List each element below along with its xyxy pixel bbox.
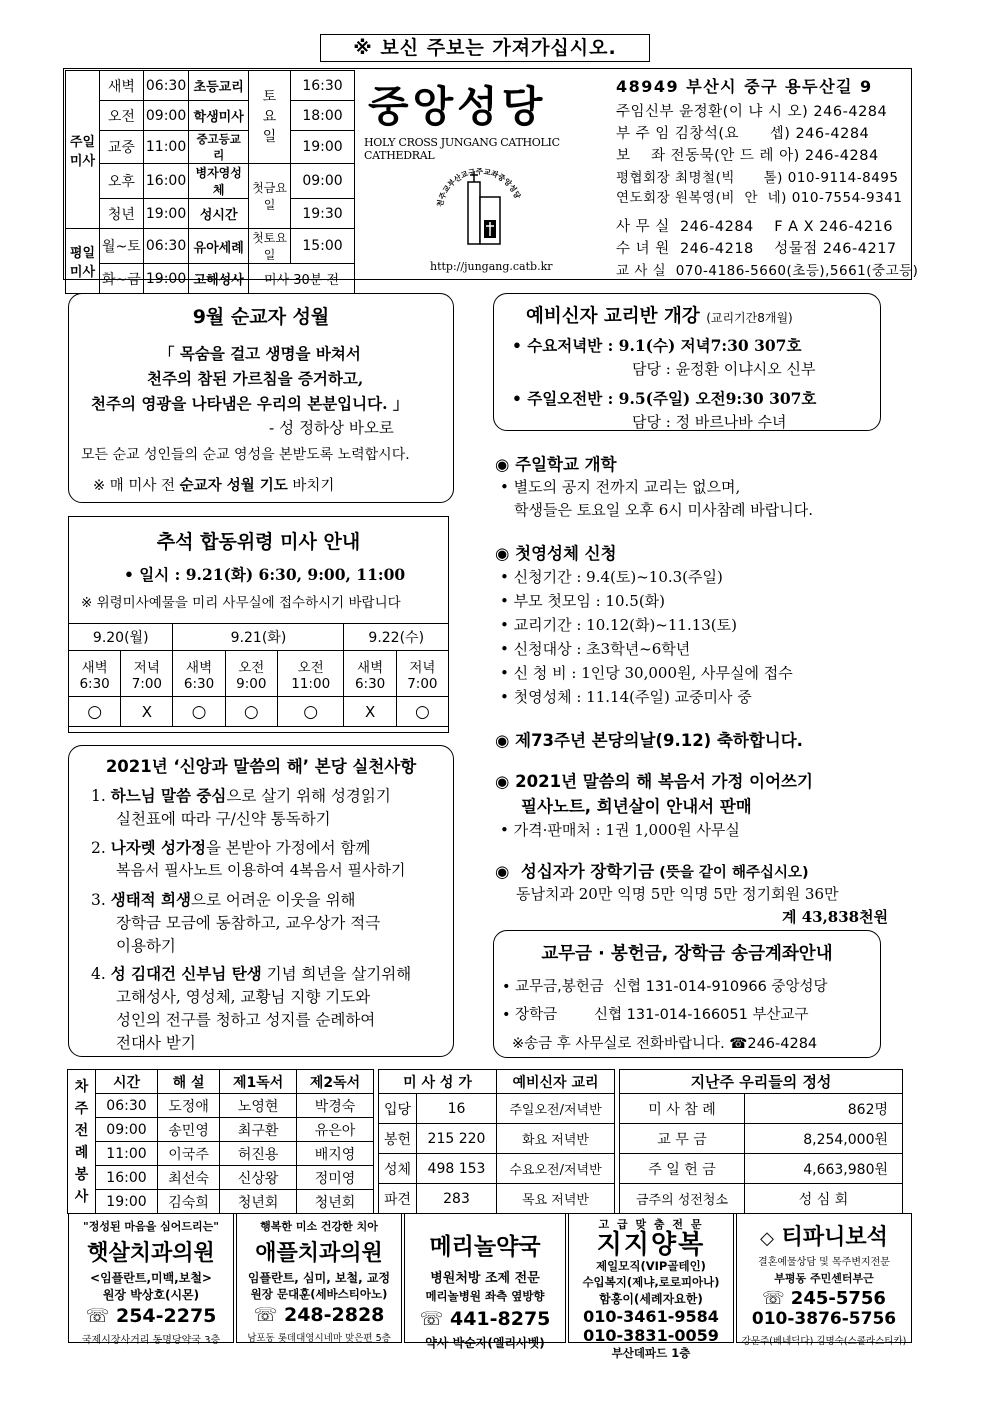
chuseok-title: 추석 합동위령 미사 안내 (156, 531, 361, 553)
chuseok-note: ※ 위령미사예물을 미리 사무실에 접수하시기 바랍니다 (81, 595, 401, 611)
seal-text: 천주교부산교구주교좌중앙성당 (435, 166, 523, 208)
chuseok-day: 9.22(수) (344, 624, 449, 651)
mass-name: 화~금 (99, 264, 143, 294)
ad-apple-dental: 행복한 미소 건강한 치아 애플치과의원 임플란트, 심미, 보철, 교정 원장 문대훈(세바스티아노) ☏ 248-2828 남포동 롯데대영시네마 맞은편 5층 (236, 1213, 402, 1343)
chuseok-mark: ○ (173, 697, 225, 727)
diamond-icon: ◇ 티파니보석 (760, 1225, 888, 1250)
chuseok-slot: 오전 9:00 (225, 651, 277, 697)
chuseok-day: 9.21(화) (173, 624, 344, 651)
first-friday-label: 첫금요일 (249, 164, 291, 229)
account-info-box (493, 930, 881, 1058)
mass-time: 19:00 (291, 131, 355, 164)
convent-phone: 수 녀 원 246-4218 성물점 246-4217 (616, 241, 897, 257)
chuseok-mark: X (121, 697, 173, 727)
practice-item-line: 성인의 전구를 청하고 성지를 순례하여 (116, 1011, 376, 1029)
mass-time: 06:30 (143, 71, 188, 101)
catechumen-line: • 주일오전반 : 9.5(주일) 오전9:30 307호 (512, 389, 817, 408)
practice-item: 3. 생태적 희생으로 어려운 이웃을 위해 (91, 890, 356, 909)
table-row: 성체 498 153 수요오전/저녁반 (379, 1154, 615, 1184)
scholarship-total: 계 43,838천원 (782, 908, 889, 926)
martyr-title: 9월 순교자 성월 (192, 306, 330, 328)
mass-name: 새벽 (99, 71, 143, 101)
mass-time: 06:30 (143, 229, 188, 264)
gospel-price-line: • 가격·판매처 : 1권 1,000원 사무실 (500, 821, 740, 839)
chuseok-mark: ○ (396, 697, 448, 727)
practice-item: 1. 하느님 말씀 중심으로 살기 위해 성경읽기 (91, 786, 391, 805)
weekday-mass-label: 평일 미사 (66, 229, 100, 294)
readers-header: 제2독서 (297, 1070, 374, 1094)
practice-title: 2021년 ‘신앙과 말씀의 해’ 본당 실천사항 (105, 757, 417, 776)
readers-side-label: 차 주 전 례 봉 사 (68, 1070, 96, 1214)
practice-item-line: 전대사 받기 (116, 1034, 196, 1052)
teacher-phone: 교 사 실 070-4186-5660(초등),5661(중고등) (616, 263, 919, 279)
sunday-school-title: ◉ 주일학교 개학 (495, 455, 617, 474)
mass-type: 중고등교리 (189, 131, 249, 164)
practice-item-line: 장학금 모금에 동참하고, 교우상가 적극 (116, 914, 381, 932)
communion-line: • 신청기간 : 9.4(토)~10.3(주일) (500, 568, 723, 586)
contact-row: 연도회장 원복영(비 안 네) 010-7554-9341 (616, 190, 903, 206)
chuseok-mark: ○ (277, 697, 344, 727)
mass-type: 유아세례 (189, 229, 249, 264)
mass-time: 09:00 (143, 101, 188, 131)
mass-time: 19:30 (291, 199, 355, 229)
practice-item: 4. 성 김대건 신부님 탄생 기념 희년을 살기위해 (91, 964, 412, 983)
martyr-quote-line: 천주의 참된 가르침을 증거하고, (147, 369, 364, 388)
practice-item-line: 고해성사, 영성체, 교황님 지향 기도와 (116, 988, 371, 1006)
martyr-month-box (68, 293, 454, 503)
church-english-name: HOLY CROSS JUNGANG CATHOLIC CATHEDRAL (364, 136, 560, 162)
sunday-school-line: 학생들은 토요일 오후 6시 미사참례 바랍니다. (514, 501, 813, 519)
communion-line: • 신청대상 : 초3학년~6학년 (500, 640, 691, 658)
contact-row: 부 주 임 김창석(요 셉) 246-4284 (616, 126, 870, 142)
hymn-catechism-table (378, 1069, 615, 1214)
take-bulletin-notice: ※ 보신 주보는 가져가십시오. (320, 34, 650, 62)
mass-name: 청년 (99, 199, 143, 229)
mass-time: 16:00 (143, 164, 188, 199)
account-line: ※송금 후 사무실로 전화바랍니다. ☎246-4284 (512, 1036, 818, 1052)
table-row: 09:00 송민영 최구환 유은아 (68, 1118, 374, 1142)
saturday-label: 토 요 일 (249, 71, 291, 164)
mass-type: 학생미사 (189, 101, 249, 131)
gospel-copy-title: ◉ 2021년 말씀의 해 복음서 가정 이어쓰기 (495, 772, 813, 791)
table-row: 미 사 참 례 862명 (620, 1094, 903, 1124)
mass-type: 성시간 (189, 199, 249, 229)
table-row: 11:00 이국주 허진용 배지영 (68, 1142, 374, 1166)
contact-row: 주임신부 윤정환(이 냐 시 오) 246-4284 (616, 104, 888, 120)
church-name: 중앙성당 (368, 82, 547, 131)
stats-header: 미 사 성 가 (379, 1070, 497, 1094)
martyr-quote-line: 천주의 영광을 나타냄은 우리의 본분입니다. 」 (91, 394, 409, 413)
readers-header: 해 설 (157, 1070, 219, 1094)
chuseok-date: • 일시 : 9.21(화) 6:30, 9:00, 11:00 (124, 565, 406, 584)
first-communion-title: ◉ 첫영성체 신청 (495, 544, 617, 563)
chuseok-slot: 새벽 6:30 (173, 651, 225, 697)
mass-time: 11:00 (143, 131, 188, 164)
catechumen-line: 담당 : 정 바르나바 수녀 (632, 413, 787, 431)
mass-name: 교중 (99, 131, 143, 164)
table-row: 금주의 성전청소 성 심 회 (620, 1184, 903, 1214)
readers-header: 시간 (96, 1070, 158, 1094)
office-phone: 사 무 실 246-4284 F A X 246-4216 (616, 219, 894, 235)
chuseok-slot: 새벽 6:30 (69, 651, 121, 697)
practice-item-line: 실천표에 따라 구/신약 통독하기 (116, 810, 331, 828)
mass-type: 고해성사 (189, 264, 249, 294)
chuseok-day: 9.20(월) (69, 624, 173, 651)
martyr-note: 모든 순교 성인들의 순교 영성을 본받도록 노력합시다. (81, 447, 410, 463)
ad-jiji-tailor: 고 급 맞 춤 전 문 지지양복 제일모직(VIP골테인) 수입복지(제냐,로로피아나) 함홍이(세례자요한) 010-3461-9584 010-3831-0059 부산데파드 1층 (568, 1213, 734, 1343)
sunday-school-line: • 별도의 공지 전까지 교리는 없으며, (500, 478, 741, 496)
contact-block (616, 70, 919, 279)
communion-line: • 첫영성체 : 11.14(주일) 교중미사 중 (500, 688, 752, 706)
table-row: 19:00 김숙희 청년회 청년회 (68, 1190, 374, 1214)
catechumen-class-box (493, 293, 881, 431)
practice-item: 2. 나자렛 성가정을 본받아 가정에서 함께 (91, 838, 371, 857)
mass-type: 초등교리 (189, 71, 249, 101)
confession-note: 미사 30분 전 (249, 264, 355, 294)
table-row: 파견 283 목요 저녁반 (379, 1184, 615, 1214)
communion-line: • 부모 첫모임 : 10.5(화) (500, 592, 666, 610)
table-row: 교 무 금 8,254,000원 (620, 1124, 903, 1154)
practice-item-line: 복음서 필사노트 이용하여 4복음서 필사하기 (116, 861, 406, 879)
mass-name: 월~토 (99, 229, 143, 264)
mass-time: 18:00 (291, 101, 355, 131)
chuseok-slot: 저녁 7:00 (396, 651, 448, 697)
mass-time: 15:00 (291, 229, 355, 264)
martyr-quote-line: 「 목숨을 걸고 생명을 바쳐서 (159, 344, 361, 363)
chuseok-slot: 새벽 6:30 (344, 651, 396, 697)
account-line: • 장학금 신협 131-014-166051 부산교구 (502, 1007, 809, 1023)
catechumen-title: 예비신자 교리반 개강 (교리기간8개월) (526, 306, 793, 327)
table-row: 주 일 헌 금 4,663,980원 (620, 1154, 903, 1184)
liturgy-readers-table (67, 1069, 374, 1214)
sunday-mass-label: 주일 미사 (66, 71, 100, 229)
mass-time: 19:00 (143, 199, 188, 229)
readers-header: 제1독서 (220, 1070, 297, 1094)
mass-type: 병자영성체 (189, 164, 249, 199)
chuseok-mass-box (68, 516, 449, 733)
mass-name: 오전 (99, 101, 143, 131)
account-line: • 교무금,봉헌금 신협 131-014-910966 중앙성당 (502, 979, 828, 995)
mass-time: 09:00 (291, 164, 355, 199)
martyr-prayer-note: ※ 매 미사 전 순교자 성월 기도 바치기 (93, 478, 335, 494)
chuseok-mark: ○ (69, 697, 121, 727)
table-row: 입당 16 주일오전/저녁반 (379, 1094, 615, 1124)
parish-practice-box (68, 745, 454, 1057)
chuseok-schedule-table (68, 623, 449, 727)
parish-anniversary: ◉ 제73주년 본당의날(9.12) 축하합니다. (495, 731, 803, 750)
communion-line: • 신 청 비 : 1인당 30,000원, 사무실에 접수 (500, 664, 793, 682)
martyr-quote-author: - 성 정하상 바오로 (269, 419, 394, 437)
contact-row: 평협회장 최명철(빅 톨) 010-9114-8495 (616, 170, 899, 186)
mass-name: 오후 (99, 164, 143, 199)
account-title: 교무금 · 봉헌금, 장학금 송금계좌안내 (541, 944, 833, 964)
offering-title: 지난주 우리들의 정성 (620, 1070, 903, 1094)
mass-time: 16:30 (291, 71, 355, 101)
contact-row: 보 좌 전동묵(안 드 레 아) 246-4284 (616, 148, 879, 164)
table-row: 06:30 도정애 노영현 박경숙 (68, 1094, 374, 1118)
practice-item-line: 이용하기 (116, 937, 176, 955)
church-url: http://jungang.catb.kr (430, 260, 553, 273)
scholarship-title: ◉ 성십자가 장학기금 (뜻을 같이 해주십시오) (495, 862, 809, 881)
ad-maryknoll-pharmacy: 메리놀약국 병원처방 조제 전문 메리놀병원 좌측 옆방향 ☏ 441-8275 약사 박순자(엘리사벳) (404, 1213, 566, 1343)
mass-schedule-table (65, 70, 355, 294)
ad-tiffany-jewelry: ◇ 티파니보석 결혼예물상담 및 목주변지전문 부평동 주민센터부근 ☏ 245-5756 010-3876-5756 강문주(베네딕다) 김명숙(스콜라스티카) (736, 1213, 912, 1343)
first-saturday-label: 첫토요일 (249, 229, 291, 264)
catechumen-line: • 수요저녁반 : 9.1(수) 저녁7:30 307호 (512, 336, 802, 355)
stats-header: 예비신자 교리 (497, 1070, 615, 1094)
church-address: 48949 부산시 중구 용두산길 9 (616, 77, 873, 96)
chuseok-mark: ○ (225, 697, 277, 727)
chuseok-mark: X (344, 697, 396, 727)
church-seal-logo (430, 162, 530, 262)
chuseok-slot: 오전 11:00 (277, 651, 344, 697)
catechumen-line: 담당 : 윤정환 이냐시오 신부 (632, 360, 816, 378)
ad-sunshine-dental: "정성된 마음을 심어드리는" 햇살치과의원 <임플란트,미백,보철> 원장 박상호(시몬) ☏ 254-2275 국제시장사거리 동명당약국 3층 (68, 1213, 234, 1343)
weekly-offering-table (619, 1069, 903, 1214)
mass-time: 19:00 (143, 264, 188, 294)
gospel-copy-title-2: 필사노트, 희년살이 안내서 판매 (521, 797, 752, 816)
table-row: 봉헌 215 220 화요 저녁반 (379, 1124, 615, 1154)
martyr-prayer-bold: 순교자 성월 기도 (179, 478, 288, 494)
chuseok-slot: 저녁 7:00 (121, 651, 173, 697)
church-title-block (360, 70, 600, 278)
communion-line: • 교리기간 : 10.12(화)~11.13(토) (500, 616, 738, 634)
scholarship-donors: 동남치과 20만 익명 5만 익명 5만 정기회원 36만 (516, 885, 839, 903)
table-row: 16:00 최선숙 신상왕 정미영 (68, 1166, 374, 1190)
